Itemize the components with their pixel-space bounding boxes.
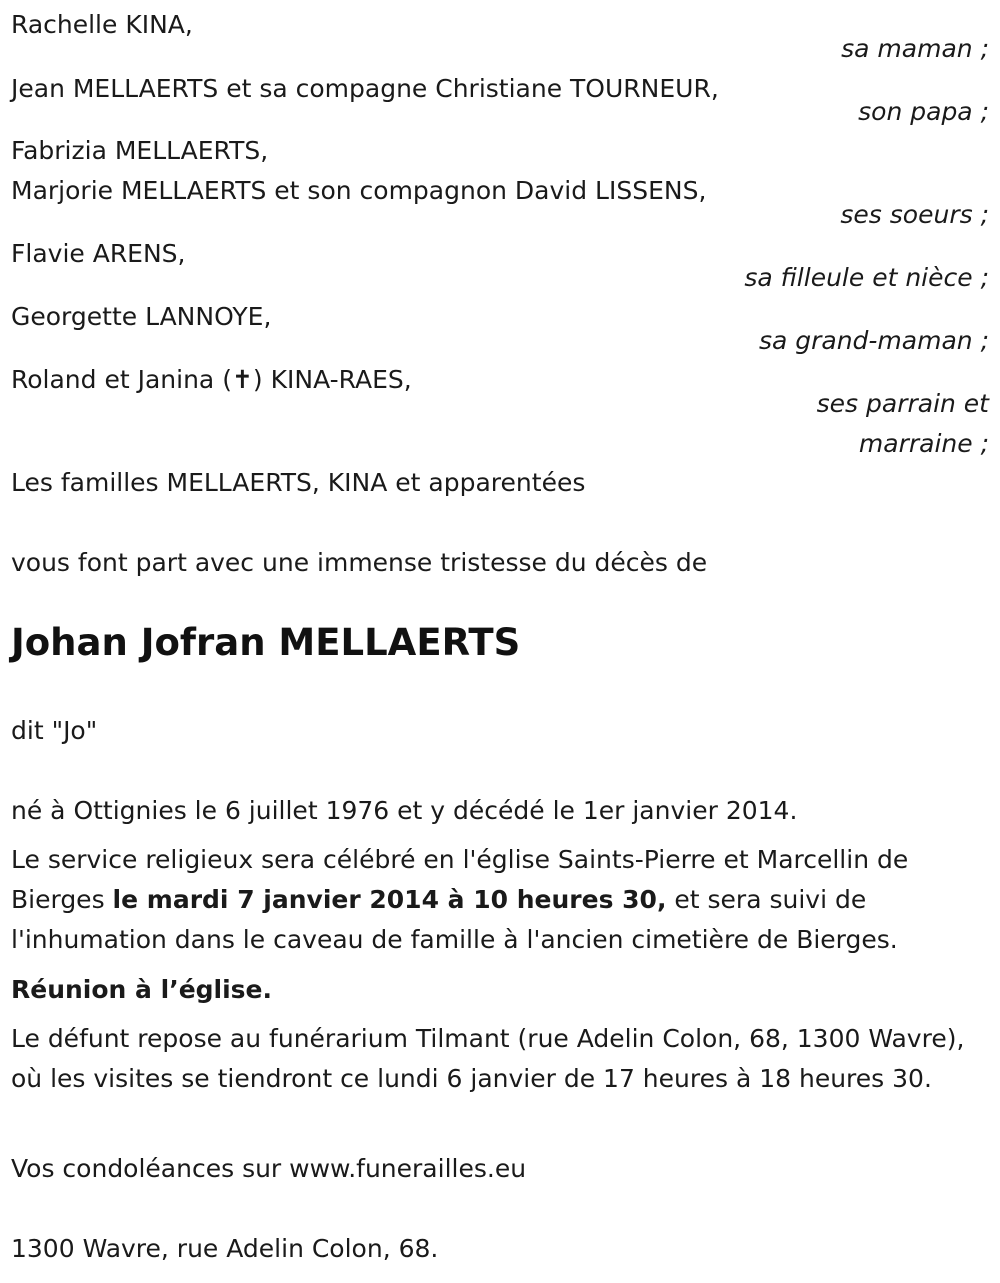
family-member-role: sa filleule et nièce ; xyxy=(744,263,989,292)
family-member-name: Jean MELLAERTS et sa compagne Christiane TOURNEUR, xyxy=(11,74,719,103)
family-member-name: Roland et Janina (✝) KINA-RAES, xyxy=(11,365,412,394)
service-paragraph xyxy=(11,840,989,960)
family-member-role: marraine ; xyxy=(858,429,989,458)
meeting-text: Réunion à l’église. xyxy=(11,975,273,1004)
birth-death-text: né à Ottignies le 6 juillet 1976 et y décédé le 1er janvier 2014. xyxy=(11,796,798,825)
deceased-name: Johan Jofran MELLAERTS xyxy=(11,621,521,664)
announcement-text: vous font part avec une immense tristesse du décès de xyxy=(11,548,708,577)
family-member-name: Flavie ARENS, xyxy=(11,239,186,268)
nickname: dit "Jo" xyxy=(11,716,98,745)
service-text-part1: Le service religieux sera célébré en l'église Saints-Pierre et Marcellin de Bierges xyxy=(11,845,909,914)
family-member-role: son papa ; xyxy=(858,97,989,126)
service-date-bold: le mardi 7 janvier 2014 à 10 heures 30, xyxy=(112,885,667,914)
family-member-name: Marjorie MELLAERTS et son compagnon David LISSENS, xyxy=(11,176,707,205)
address-text: 1300 Wavre, rue Adelin Colon, 68. xyxy=(11,1234,439,1263)
families-line: Les familles MELLAERTS, KINA et apparentées xyxy=(11,468,586,497)
family-member-name: Georgette LANNOYE, xyxy=(11,302,272,331)
family-member-role: ses soeurs ; xyxy=(840,200,989,229)
visitation-paragraph: Le défunt repose au funérarium Tilmant (rue Adelin Colon, 68, 1300 Wavre), où les visites se tiendront ce lundi 6 janvier de 17 heures à 18 heures 30. xyxy=(11,1024,965,1093)
family-member-role: sa maman ; xyxy=(841,34,989,63)
family-member-role: sa grand-maman ; xyxy=(758,326,989,355)
family-member-name: Fabrizia MELLAERTS, xyxy=(11,136,269,165)
family-member-role: ses parrain et xyxy=(816,389,989,418)
family-member-name: Rachelle KINA, xyxy=(11,10,193,39)
service-text-part2: et sera suivi de l'inhumation dans le caveau de famille à l'ancien cimetière de Bierges. xyxy=(11,885,898,954)
condolences-text: Vos condoléances sur www.funerailles.eu xyxy=(11,1154,527,1183)
